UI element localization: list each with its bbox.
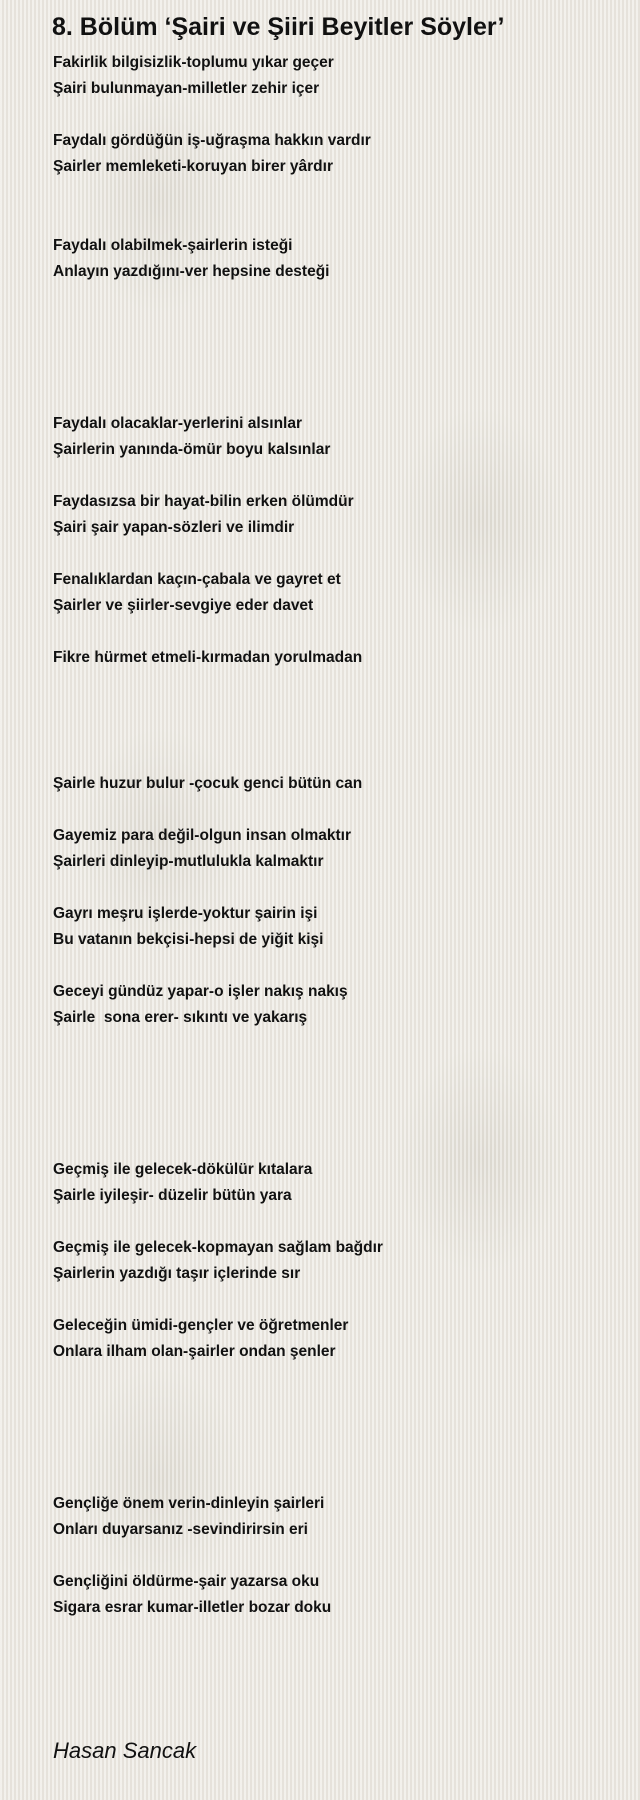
poem-line: Şairle huzur bulur -çocuk genci bütün can xyxy=(53,775,363,792)
poem-line: Bu vatanın bekçisi-hepsi de yiğit kişi xyxy=(53,931,324,948)
stanza xyxy=(53,50,613,102)
poem-line: Faydasızsa bir hayat-bilin erken ölümdür xyxy=(53,493,354,510)
poem-line: Onlara ilham olan-şairler ondan şenler xyxy=(53,1343,336,1360)
poem-line: Sigara esrar kumar-illetler bozar doku xyxy=(53,1599,332,1616)
poem-line: Şairlerin yazdığı taşır içlerinde sır xyxy=(53,1265,301,1282)
poem-line: Geleceğin ümidi-gençler ve öğretmenler xyxy=(53,1317,349,1334)
stanza xyxy=(53,645,613,671)
poem-line: Faydalı gördüğün iş-uğraşma hakkın vardır xyxy=(53,132,371,149)
poem-line: Fakirlik bilgisizlik-toplumu yıkar geçer xyxy=(53,54,334,71)
poem-line: Gençliğini öldürme-şair yazarsa oku xyxy=(53,1573,320,1590)
stanza xyxy=(53,901,613,953)
poem-line: Şairi bulunmayan-milletler zehir içer xyxy=(53,80,320,97)
stanza xyxy=(53,979,613,1031)
stanza xyxy=(53,1569,613,1621)
poem-line: Şairle iyileşir- düzelir bütün yara xyxy=(53,1187,292,1204)
stanza xyxy=(53,1491,613,1543)
poem-line: Faydalı olabilmek-şairlerin isteği xyxy=(53,237,293,254)
poem-line: Şairle sona erer- sıkıntı ve yakarış xyxy=(53,1009,308,1026)
stanza xyxy=(53,771,613,797)
poem-line: Gayrı meşru işlerde-yoktur şairin işi xyxy=(53,905,318,922)
poem-title: 8. Bölüm ‘Şairi ve Şiiri Beyitler Söyler’ xyxy=(52,13,505,41)
poem-line: Geçmiş ile gelecek-dökülür kıtalara xyxy=(53,1161,313,1178)
poem-line: Gayemiz para değil-olgun insan olmaktır xyxy=(53,827,352,844)
stanza xyxy=(53,233,613,285)
poem-line: Geceyi gündüz yapar-o işler nakış nakış xyxy=(53,983,348,1000)
author-signature: Hasan Sancak xyxy=(53,1738,197,1763)
poem-line: Gençliğe önem verin-dinleyin şairleri xyxy=(53,1495,325,1512)
poem-line: Şairleri dinleyip-mutlulukla kalmaktır xyxy=(53,853,324,870)
stanza xyxy=(53,567,613,619)
poem-line: Anlayın yazdığını-ver hepsine desteği xyxy=(53,263,330,280)
poem-line: Fenalıklardan kaçın-çabala ve gayret et xyxy=(53,571,341,588)
poem-line: Şairler memleketi-koruyan birer yârdır xyxy=(53,158,333,175)
stanza xyxy=(53,489,613,541)
poem-line: Faydalı olacaklar-yerlerini alsınlar xyxy=(53,415,302,432)
stanza xyxy=(53,1313,613,1365)
stanza xyxy=(53,128,613,180)
stanza xyxy=(53,411,613,463)
poem-line: Geçmiş ile gelecek-kopmayan sağlam bağdır xyxy=(53,1239,383,1256)
poem-line: Şairlerin yanında-ömür boyu kalsınlar xyxy=(53,441,331,458)
stanza xyxy=(53,1235,613,1287)
stanza xyxy=(53,1157,613,1209)
poem-line: Şairler ve şiirler-sevgiye eder davet xyxy=(53,597,314,614)
poem-line: Şairi şair yapan-sözleri ve ilimdir xyxy=(53,519,295,536)
poem-line: Fikre hürmet etmeli-kırmadan yorulmadan xyxy=(53,649,363,666)
stanza xyxy=(53,823,613,875)
poem-line: Onları duyarsanız -sevindirirsin eri xyxy=(53,1521,308,1538)
